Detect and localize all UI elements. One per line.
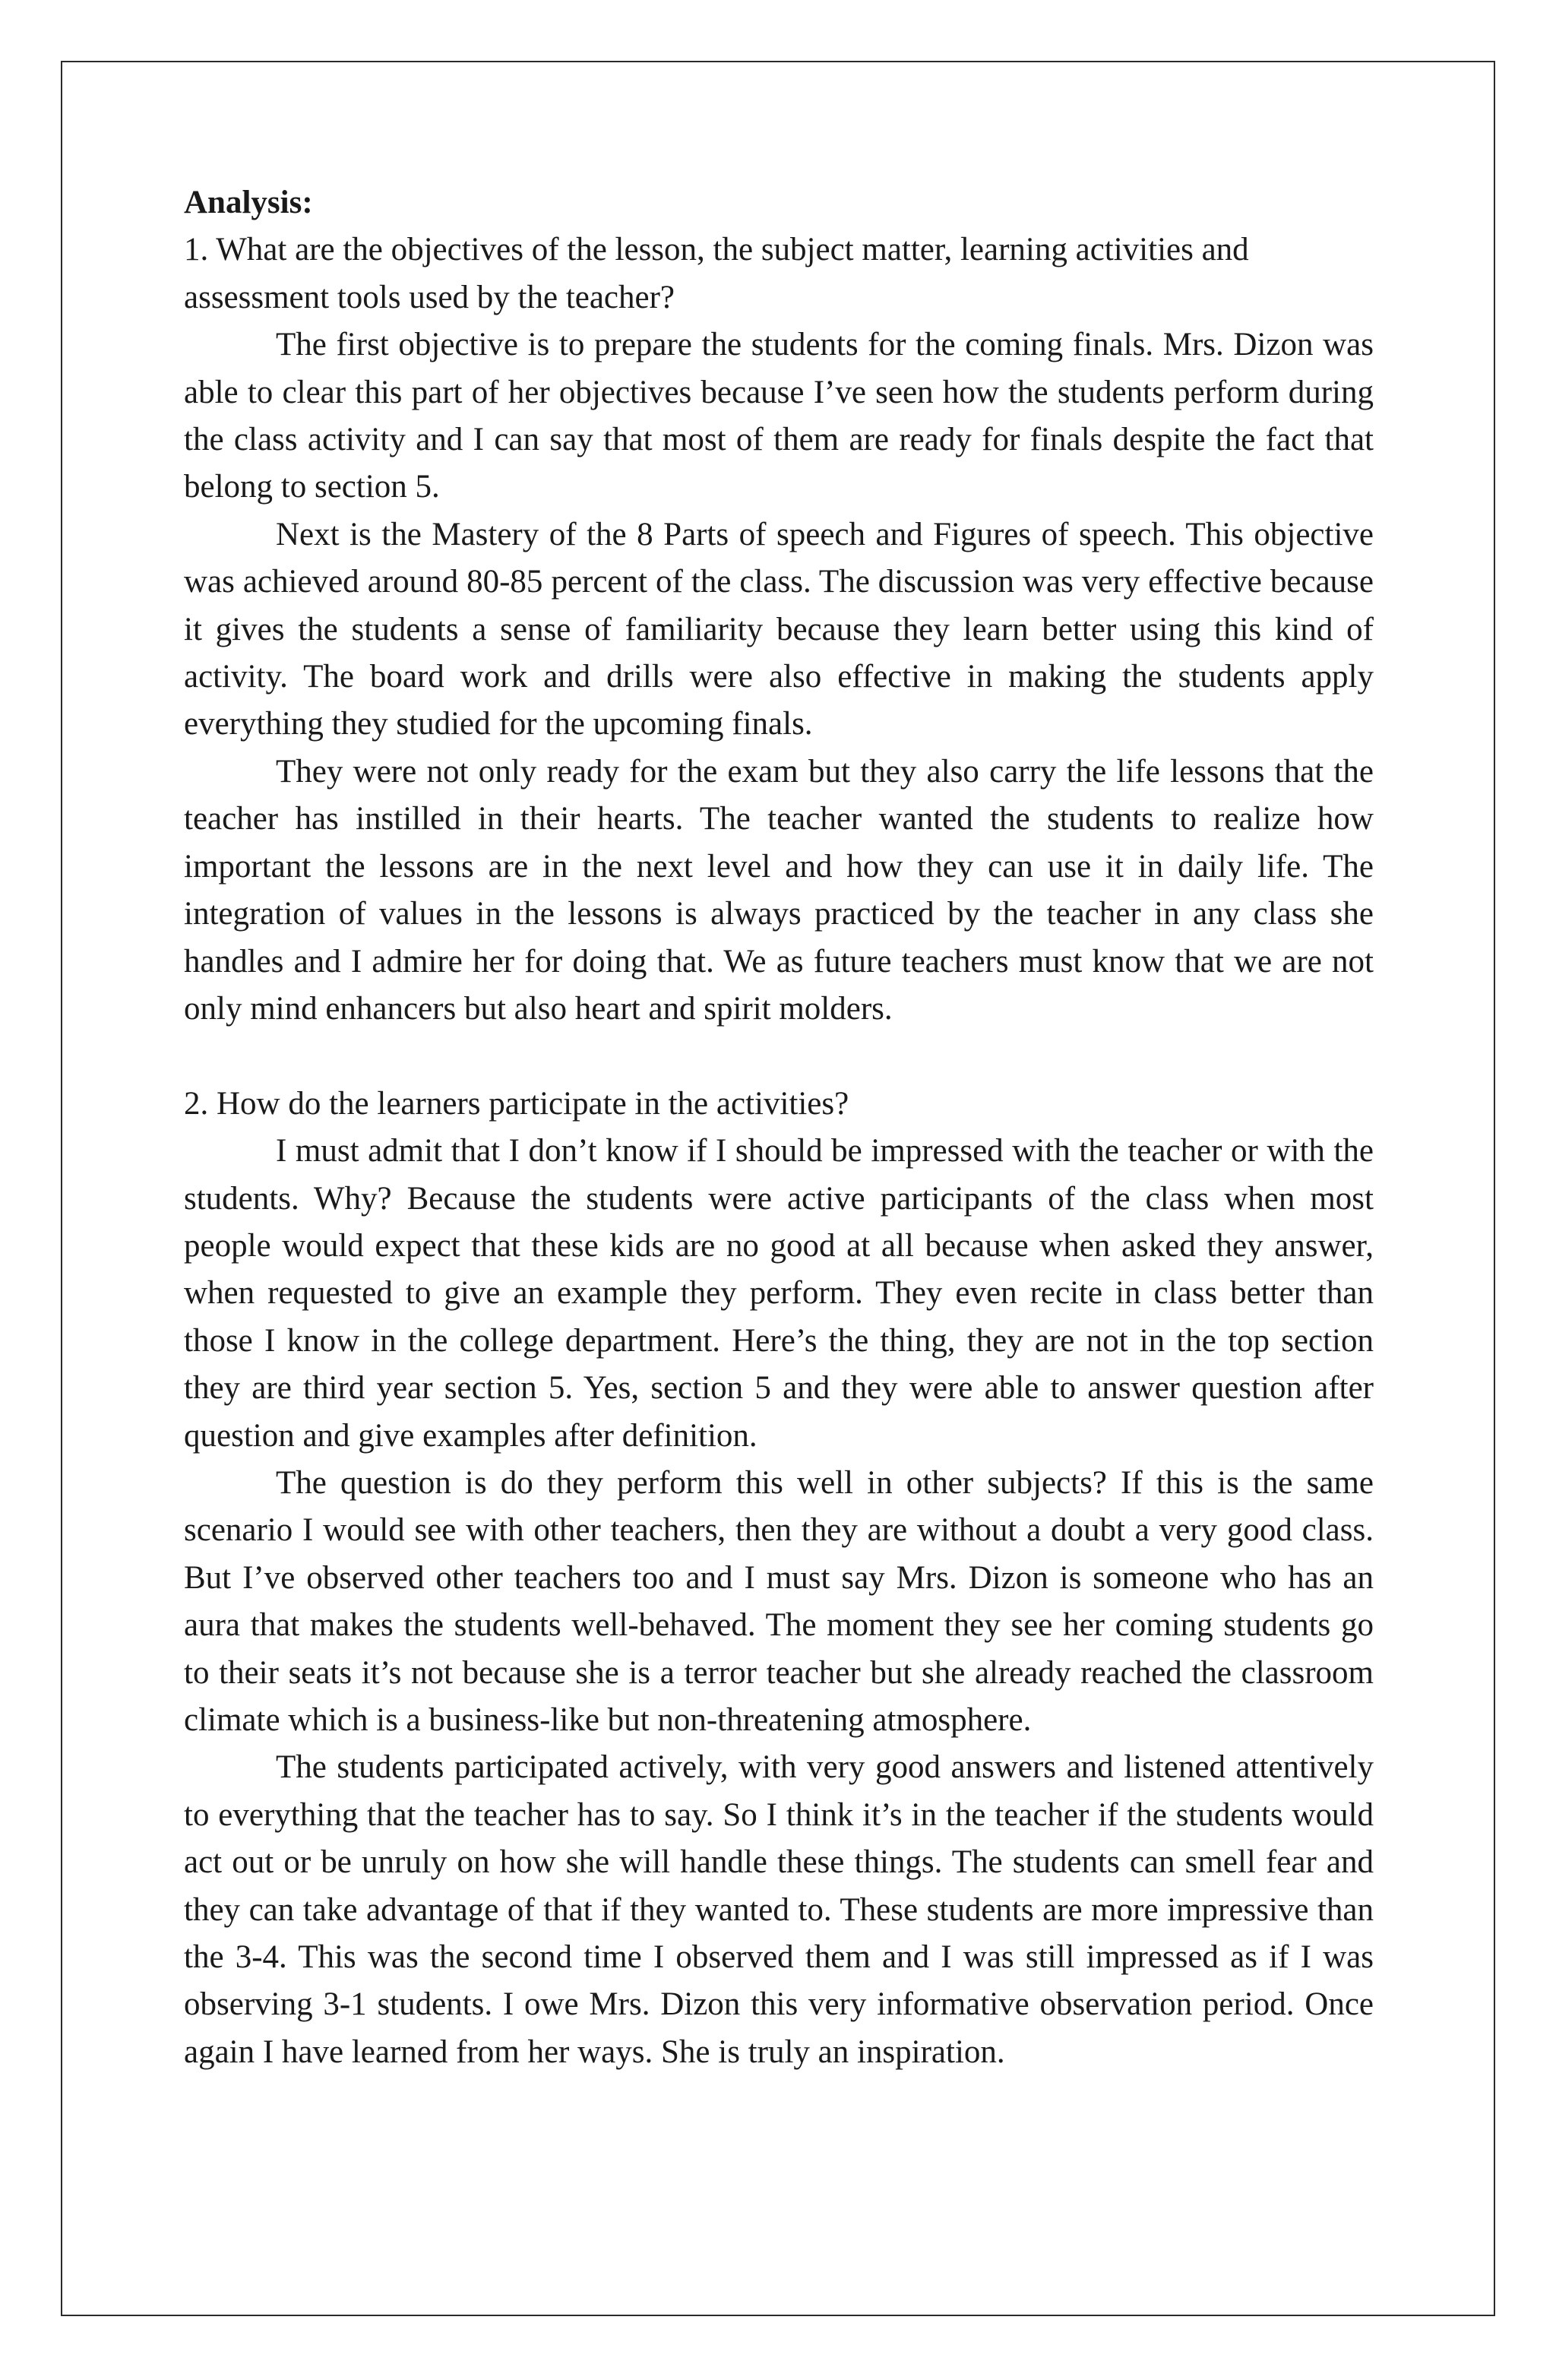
answer-2-paragraph-1: I must admit that I don’t know if I should be impressed with the teacher or with the students. Why? Because the students were active participants of the class when most people would expect that these kids are no good at all because when asked they answer, when requested to give an example they perform. They even recite in class better than those I know in the college department. Here’s the thing, they are not in the top section they are third year section 5. Yes, section 5 and they were able to answer question after question and give examples after definition. — [184, 1133, 1374, 1454]
analysis-heading: Analysis: — [184, 185, 313, 220]
section-2 — [184, 1081, 1374, 2077]
section-1 — [184, 226, 1374, 1033]
question-2: 2. How do the learners participate in the activities? — [184, 1085, 849, 1122]
answer-1-paragraph-1: The first objective is to prepare the students for the coming finals. Mrs. Dizon was able to clear this part of her objectives because I’ve seen how the students perform during the class activity and I can say that most of them are ready for finals despite the fact that belong to section 5. — [184, 327, 1374, 505]
answer-2-paragraph-3: The students participated actively, with very good answers and listened attentively to everything that the teacher has to say. So I think it’s in the teacher if the students would act out or be unruly on how she will handle these things. The students can smell fear and they can take advantage of that if they wanted to. These students are more impressive than the 3-4. This was the second time I observed them and I was still impressed as if I was observing 3-1 students. I owe Mrs. Dizon this very informative observation period. Once again I have learned from her ways. She is truly an inspiration. — [184, 1749, 1374, 2070]
answer-2-paragraph-2: The question is do they perform this well in other subjects? If this is the same scenario I would see with other teachers, then they are without a doubt a very good class. But I’ve observed other teachers too and I must say Mrs. Dizon is someone who has an aura that makes the students well-behaved. The moment they see her coming students go to their seats it’s not because she is a terror teacher but she already reached the classroom climate which is a business-like but non-threatening atmosphere. — [184, 1464, 1374, 1738]
question-1: 1. What are the objectives of the lesson, the subject matter, learning activities and assessment tools used by the teacher? — [184, 232, 1249, 315]
answer-1-paragraph-2: Next is the Mastery of the 8 Parts of speech and Figures of speech. This objective was achieved around 80-85 percent of the class. The discussion was very effective because it gives the students a sense of familiarity because they learn better using this kind of activity. The board work and drills were also effective in making the students apply everything they studied for the upcoming finals. — [184, 516, 1374, 742]
document-body — [184, 179, 1374, 2076]
answer-1-paragraph-3: They were not only ready for the exam but they also carry the life lessons that the teacher has instilled in their hearts. The teacher wanted the students to realize how important the lessons are in the next level and how they can use it in daily life. The integration of values in the lessons is always practiced by the teacher in any class she handles and I admire her for doing that. We as future teachers must know that we are not only mind enhancers but also heart and spirit molders. — [184, 753, 1374, 1027]
section-spacer — [184, 1033, 1374, 1080]
